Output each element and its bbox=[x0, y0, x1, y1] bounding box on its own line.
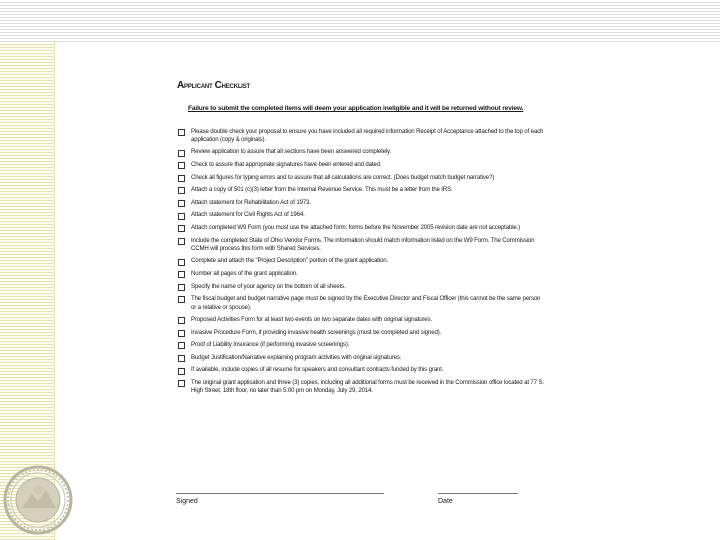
checklist-item bbox=[176, 283, 544, 291]
checklist-item bbox=[176, 316, 544, 324]
title-first-rest: pplicant bbox=[184, 80, 215, 90]
checklist-item-text: Include the completed State of Ohio Vendor Forms. The information should match information listed on the W9 Form. The Commission CCMH will process this form with Shared Services. bbox=[191, 236, 535, 252]
checklist-item-text: Attach a copy of 501 (c)(3) letter from the Internal Revenue Service. This must be a letter from the IRS. bbox=[191, 186, 453, 194]
applicant-checklist-document bbox=[176, 80, 544, 400]
checklist-item bbox=[176, 329, 544, 337]
checkbox-icon[interactable] bbox=[178, 213, 185, 220]
checkbox-icon[interactable] bbox=[178, 271, 185, 278]
checkbox-icon[interactable] bbox=[178, 368, 185, 375]
checklist-item bbox=[176, 270, 544, 278]
checkbox-icon[interactable] bbox=[178, 238, 185, 245]
checkbox-icon[interactable] bbox=[178, 342, 185, 349]
checkbox-icon[interactable] bbox=[178, 225, 185, 232]
checkbox-icon[interactable] bbox=[178, 129, 185, 136]
checklist-item bbox=[176, 257, 544, 265]
checklist-item bbox=[176, 237, 544, 254]
checklist-item bbox=[176, 148, 544, 156]
checklist-item-text: Check all figures for typing errors and to assure that all calculations are correct. (Does budget match budget narrative?) bbox=[191, 173, 495, 181]
checkbox-icon[interactable] bbox=[178, 200, 185, 207]
checklist-item bbox=[176, 174, 544, 182]
checklist-item bbox=[176, 354, 544, 362]
date-label: Date bbox=[438, 498, 453, 505]
seal-icon bbox=[2, 464, 74, 536]
checkbox-icon[interactable] bbox=[178, 380, 185, 387]
checklist-item bbox=[176, 186, 544, 194]
checklist-item-text: Budget Justification/Narrative explaining program activities with original signatures. bbox=[191, 353, 402, 361]
signature-line[interactable] bbox=[176, 493, 384, 494]
checkbox-icon[interactable] bbox=[178, 150, 185, 157]
checklist-item-text: Attach completed W9 Form (you must use the attached form; forms before the November 2005 revision date are not acceptable.) bbox=[191, 223, 521, 231]
checklist-item-text: The fiscal budget and budget narrative page must be signed by the Executive Director and Fiscal Officer (this cannot be the same person or a relative or spouse). bbox=[191, 295, 541, 311]
checklist-item-text: Complete and attach the "Project Description" portion of the grant application. bbox=[191, 257, 389, 265]
title-first-cap: A bbox=[177, 80, 185, 91]
checklist-item-text: Check to assure that appropriate signatures have been entered and dated. bbox=[191, 160, 382, 168]
checklist-item-text: Number all pages of the grant application. bbox=[191, 270, 298, 278]
checklist-item-text: Proof of Liability Insurance (if performing invasive screenings). bbox=[191, 341, 350, 349]
checklist-item-text: Invasive Procedure Form, if providing invasive health screenings (must be completed and signed). bbox=[191, 328, 442, 336]
checklist-item-text: Proposed Activities Form for at least two events on two separate dates with original signatures. bbox=[191, 316, 432, 324]
checklist-item-text: The original grant application and three (3) copies, including all additional forms must be received in the Commission office located at 77 S. High Street, 18th floor, no later than 5:00 pm on Monday, July 29, 2014. bbox=[191, 379, 544, 395]
checkbox-icon[interactable] bbox=[178, 175, 185, 182]
page-title bbox=[177, 80, 544, 91]
checkbox-icon[interactable] bbox=[178, 284, 185, 291]
checkbox-icon[interactable] bbox=[178, 187, 185, 194]
checklist-item bbox=[176, 341, 544, 349]
title-second-cap: C bbox=[214, 80, 222, 91]
checklist-item bbox=[176, 211, 544, 219]
checklist-item-text: Please double check your proposal to ensure you have included all required information Receipt of Acceptance attached to the top of each application (copy & originals). bbox=[191, 127, 544, 143]
checkbox-icon[interactable] bbox=[178, 317, 185, 324]
signature-row bbox=[176, 493, 536, 513]
checklist bbox=[176, 128, 544, 396]
checklist-item-text: Attach statement for Civil Rights Act of 1964. bbox=[191, 211, 305, 219]
checklist-item-text: Specify the name of your agency on the bottom of all sheets. bbox=[191, 282, 346, 290]
signed-label: Signed bbox=[176, 498, 198, 505]
ineligibility-warning: Failure to submit the completed items will deem your application ineligible and it will be returned without review. bbox=[188, 105, 524, 112]
date-line[interactable] bbox=[438, 493, 518, 494]
checklist-item bbox=[176, 199, 544, 207]
checkbox-icon[interactable] bbox=[178, 259, 185, 266]
checklist-item bbox=[176, 295, 544, 312]
checkbox-icon[interactable] bbox=[178, 330, 185, 337]
checklist-item bbox=[176, 379, 544, 396]
checklist-item-text: If available, include copies of all resume for speakers and consultant contracts funded by this grant. bbox=[191, 366, 444, 374]
checklist-item bbox=[176, 128, 544, 145]
top-stripe-banner bbox=[0, 0, 720, 42]
checklist-item-text: Attach statement for Rehabilitation Act of 1973. bbox=[191, 198, 311, 206]
title-second-rest: hecklist bbox=[221, 80, 251, 90]
checklist-item-text: Review application to assure that all sections have been answered completely. bbox=[191, 148, 392, 156]
checkbox-icon[interactable] bbox=[178, 355, 185, 362]
checkbox-icon[interactable] bbox=[178, 296, 185, 303]
checklist-item bbox=[176, 224, 544, 232]
checklist-item bbox=[176, 366, 544, 374]
checkbox-icon[interactable] bbox=[178, 162, 185, 169]
checklist-item bbox=[176, 161, 544, 169]
